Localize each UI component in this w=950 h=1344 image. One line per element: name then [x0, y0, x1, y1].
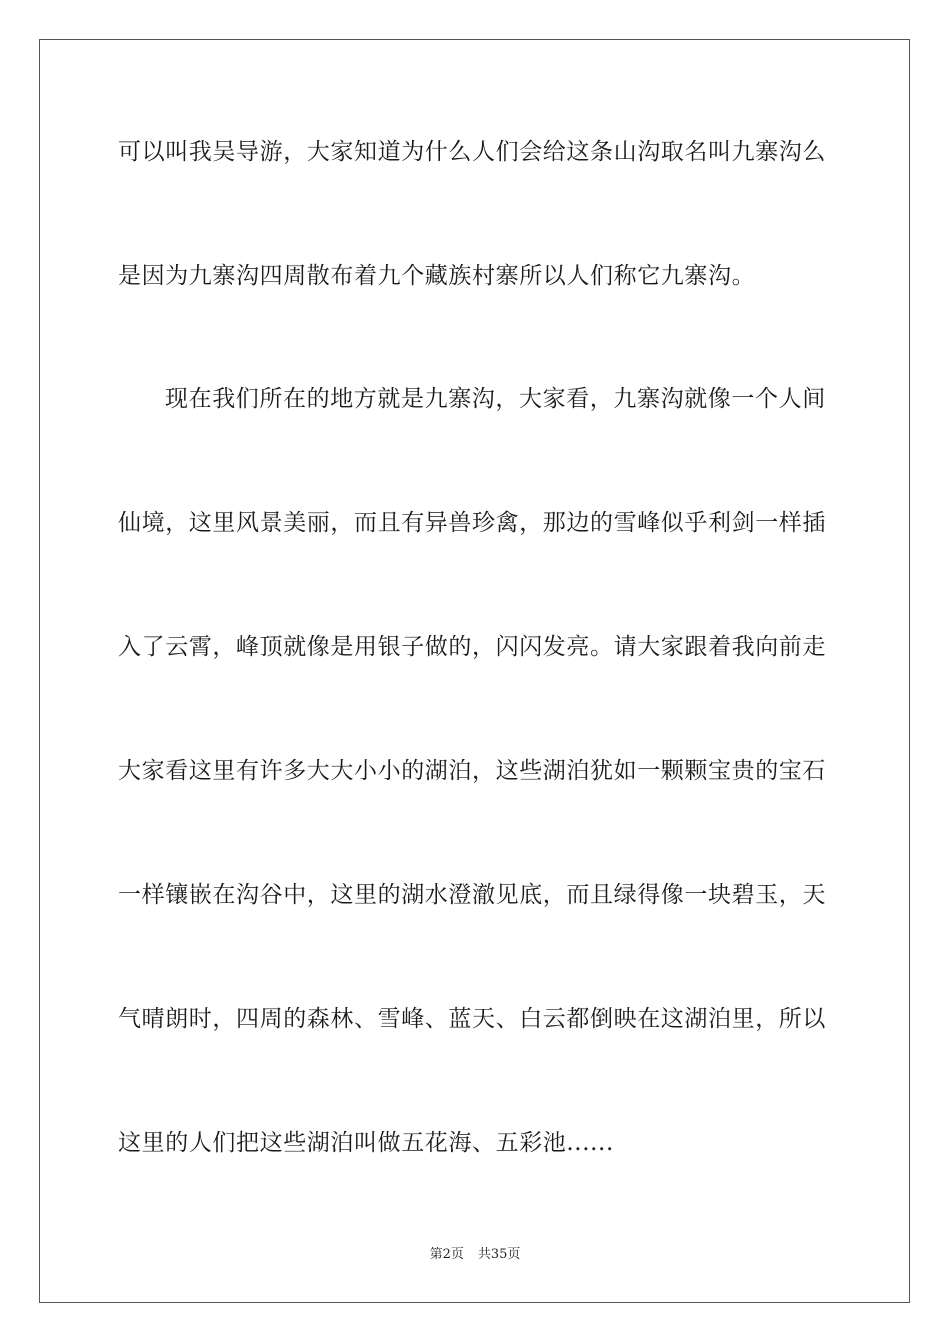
text-line-9: 这里的人们把这些湖泊叫做五花海、五彩池......: [118, 1130, 614, 1156]
text-line-3: 现在我们所在的地方就是九寨沟，大家看，九寨沟就像一个人间: [165, 386, 826, 412]
text-line-2: 是因为九寨沟四周散布着九个藏族村寨所以人们称它九寨沟。: [118, 263, 756, 289]
text-line-4: 仙境，这里风景美丽，而且有异兽珍禽，那边的雪峰似乎利剑一样插: [118, 510, 826, 536]
text-line-1: 可以叫我吴导游，大家知道为什么人们会给这条山沟取名叫九寨沟么: [118, 139, 826, 165]
page-number: 第2页: [429, 1247, 464, 1262]
text-line-5: 入了云霄，峰顶就像是用银子做的，闪闪发亮。请大家跟着我向前走: [118, 634, 826, 660]
text-line-8: 气晴朗时，四周的森林、雪峰、蓝天、白云都倒映在这湖泊里，所以: [118, 1006, 826, 1032]
text-line-7: 一样镶嵌在沟谷中，这里的湖水澄澈见底，而且绿得像一块碧玉，天: [118, 882, 826, 908]
text-line-6: 大家看这里有许多大大小小的湖泊，这些湖泊犹如一颗颗宝贵的宝石: [118, 758, 826, 784]
page-border: [39, 39, 910, 1303]
page-footer: [0, 1246, 950, 1264]
page-total: 共35页: [477, 1247, 521, 1262]
